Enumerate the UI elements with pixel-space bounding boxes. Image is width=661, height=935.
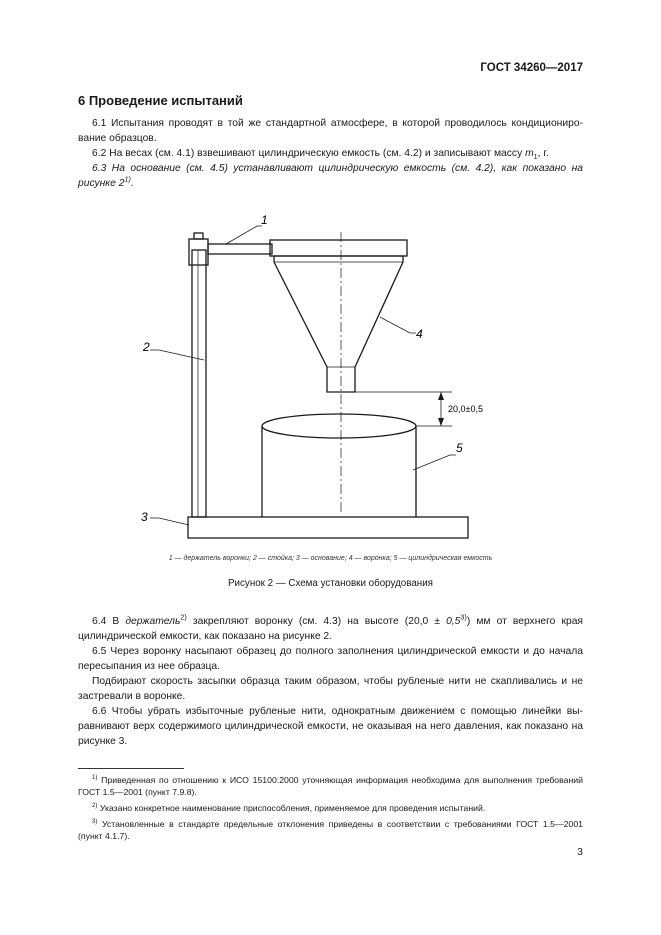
footnote-ref-3: 3) <box>460 612 467 622</box>
label-3: 3 <box>141 510 148 524</box>
page-number: 3 <box>577 846 583 858</box>
footnote-3 <box>78 818 583 842</box>
footnote-2-mark: 2) <box>92 802 98 810</box>
paragraph-6-5-continued: Подбирают скорость засыпки образца таким образом, чтобы рубленые нити не скапливались и не застревали в воронке. <box>78 676 583 702</box>
document-code: ГОСТ 34260—2017 <box>480 62 583 74</box>
mass-symbol: m <box>525 148 534 159</box>
paragraph-6-4-end: ) мм от верхнего края цилиндрической емкости, как показано на рисунке 2. <box>78 616 583 642</box>
footnote-1-mark: 1) <box>92 774 98 782</box>
figure-caption: Рисунок 2 — Схема установки оборудования <box>228 578 433 589</box>
paragraph-6-2-text: 6.2 На весах (см. 4.1) взвешивают цилиндрическую емкость (см. 4.2) и записывают массу <box>92 148 526 159</box>
mass-subscript: 1 <box>533 152 538 162</box>
footnote-1 <box>78 774 583 798</box>
footnote-3-text: Установленные в стандарте предельные отклонения приведены в соответствии с требованиями ГОСТ 1.5—2001 (пункт 4.1.7). <box>78 819 583 841</box>
paragraph-6-4 <box>78 614 583 644</box>
paragraph-6-4-mid: закрепляют воронку (см. 4.3) на высоте (20,0 ± <box>186 616 447 627</box>
holder-term: держатель <box>125 616 181 627</box>
label-4: 4 <box>416 327 423 341</box>
dimension-label: 20,0±0,5 <box>448 404 483 414</box>
footnote-ref-1: 1) <box>124 174 131 184</box>
base-plate <box>188 517 468 538</box>
paragraph-6-3-end: . <box>130 178 134 189</box>
paragraph-6-6: 6.6 Чтобы убрать избыточные рубленые нити, однократным движением с помощью линейки вы-равнивают верх содержимого цилиндрической емкости, не оказывая на него давления, как показано на рисунке 3. <box>78 706 583 747</box>
footnote-ref-2: 2) <box>180 612 187 622</box>
footnote-2-text: Указано конкретное наименование приспособления, применяемое для проведения испытаний. <box>99 803 486 813</box>
paragraph-6-4-text: 6.4 В <box>92 616 126 627</box>
paragraph-6-2-end: , г. <box>537 148 549 159</box>
stand-rod <box>192 250 206 517</box>
tolerance-value: 0,5 <box>446 616 461 627</box>
label-2: 2 <box>143 340 150 354</box>
label-1: 1 <box>261 213 268 227</box>
footnote-2 <box>78 802 583 814</box>
paragraph-6-5: 6.5 Через воронку насыпают образец до полного заполнения цилиндрической емкости и до начала пересыпания из нее образца. <box>78 646 583 672</box>
cylinder-top <box>262 414 416 438</box>
label-5: 5 <box>456 441 463 455</box>
funnel-body <box>274 256 403 392</box>
footnote-separator <box>78 768 184 769</box>
figure-legend: 1 — держатель воронки; 2 — стойка; 3 — основание; 4 — воронка; 5 — цилиндрическая емкость <box>168 555 493 562</box>
holder-arm <box>208 244 272 254</box>
footnote-3-mark: 3) <box>92 818 98 826</box>
holder-screw <box>194 233 203 239</box>
paragraph-6-3-text: 6.3 На основание (см. 4.5) устанавливают цилиндрическую емкость (см. 4.2), как показано на рисунке 2 <box>78 163 583 189</box>
footnote-1-text: Приведенная по отношению к ИСО 15100:2000 уточняющая информация необходима для выполнения требований ГОСТ 1.5—2001 (пункт 7.9.8). <box>78 775 583 797</box>
funnel-rim <box>270 240 407 256</box>
section-title: 6 Проведение испытаний <box>78 93 243 108</box>
paragraph-6-1: 6.1 Испытания проводят в той же стандартной атмосфере, в которой проводилось кондициониро-вание образцов. <box>78 118 583 144</box>
